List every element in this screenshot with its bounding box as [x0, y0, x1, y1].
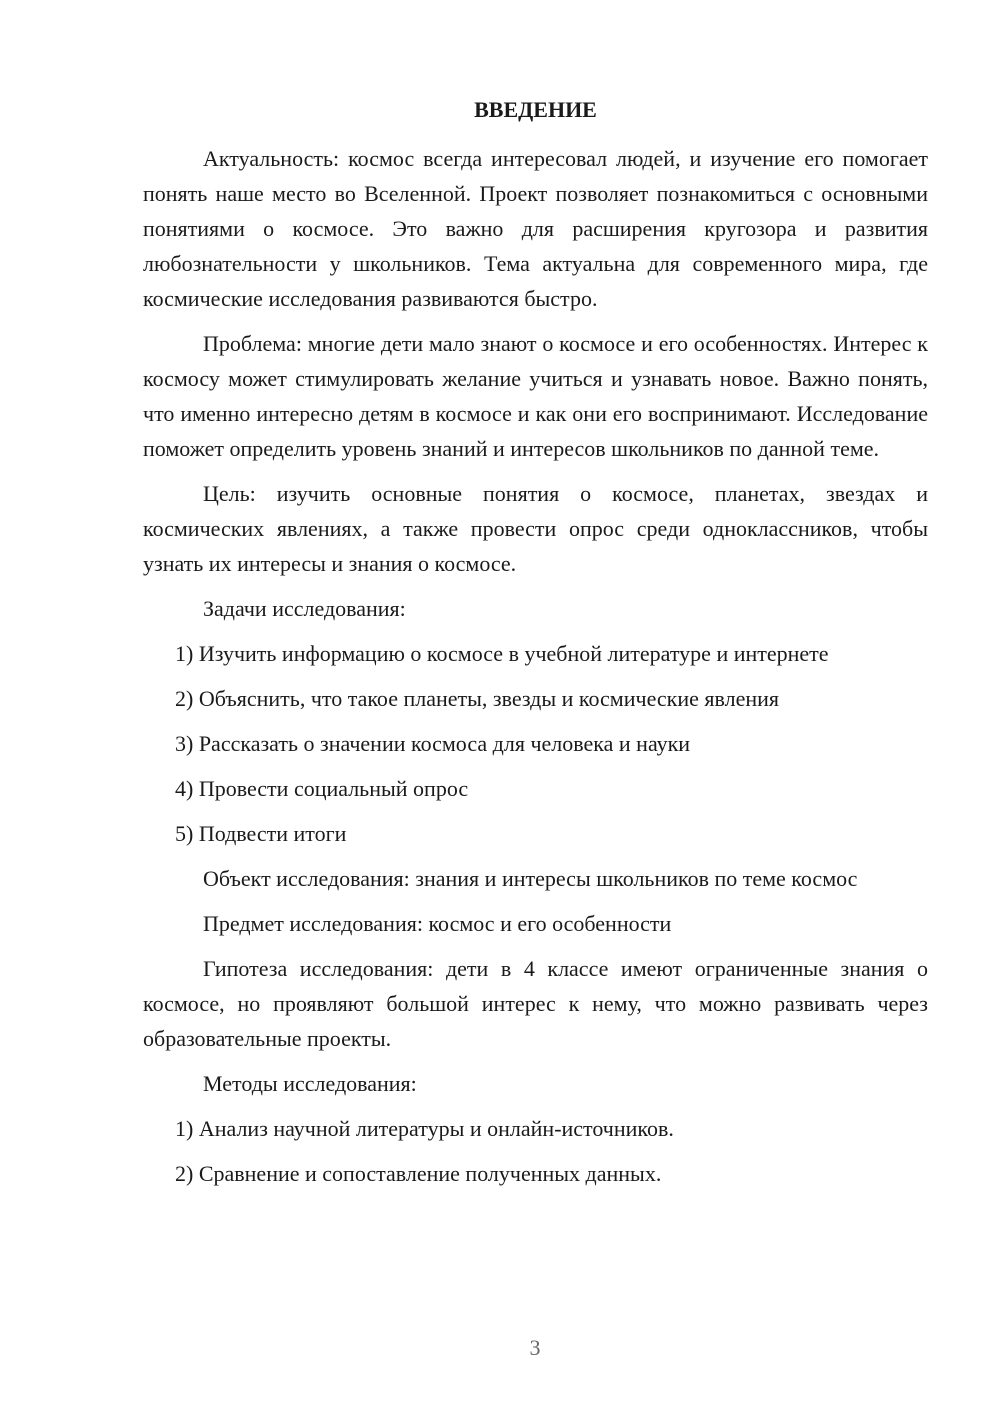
- page-content: [143, 92, 928, 1201]
- tasks-list: [143, 636, 928, 851]
- page-number: 3: [529, 1335, 541, 1360]
- paragraph-object: Объект исследования: знания и интересы школьников по теме космос: [203, 866, 858, 891]
- list-item: 4) Провести социальный опрос: [175, 776, 469, 801]
- list-item: 1) Анализ научной литературы и онлайн-источников.: [175, 1116, 674, 1141]
- list-item: 1) Изучить информацию о космосе в учебной литературе и интернете: [175, 641, 829, 666]
- methods-title: Методы исследования:: [203, 1071, 417, 1096]
- list-item: 2) Объяснить, что такое планеты, звезды и космические явления: [175, 686, 780, 711]
- paragraph-goal: Цель: изучить основные понятия о космосе, планетах, звездах и космических явлениях, а также провести опрос среди одноклассников, чтобы узнать их интересы и знания о космосе.: [143, 481, 928, 576]
- paragraph-problem: Проблема: многие дети мало знают о космосе и его особенностях. Интерес к космосу может стимулировать желание учиться и узнавать новое. Важно понять, что именно интересно детям в космосе и как они его воспринимают. Исследование поможет определить уровень знаний и интересов школьников по данной теме.: [143, 331, 928, 461]
- list-item: 2) Сравнение и сопоставление полученных данных.: [175, 1161, 662, 1186]
- paragraph-subject: Предмет исследования: космос и его особенности: [203, 911, 672, 936]
- list-item: 3) Рассказать о значении космоса для человека и науки: [175, 731, 691, 756]
- methods-list: [143, 1111, 928, 1191]
- tasks-title: Задачи исследования:: [203, 596, 406, 621]
- paragraph-relevance: Актуальность: космос всегда интересовал людей, и изучение его помогает понять наше место во Вселенной. Проект позволяет познакомиться с основными понятиями о космосе. Это важно для расширения кругозора и развития любознательности у школьников. Тема актуальна для современного мира, где космические исследования развиваются быстро.: [143, 146, 928, 311]
- list-item: 5) Подвести итоги: [175, 821, 347, 846]
- paragraph-hypothesis: Гипотеза исследования: дети в 4 классе имеют ограниченные знания о космосе, но проявляют большой интерес к нему, что можно развивать через образовательные проекты.: [143, 956, 928, 1051]
- section-heading: ВВЕДЕНИЕ: [474, 97, 597, 122]
